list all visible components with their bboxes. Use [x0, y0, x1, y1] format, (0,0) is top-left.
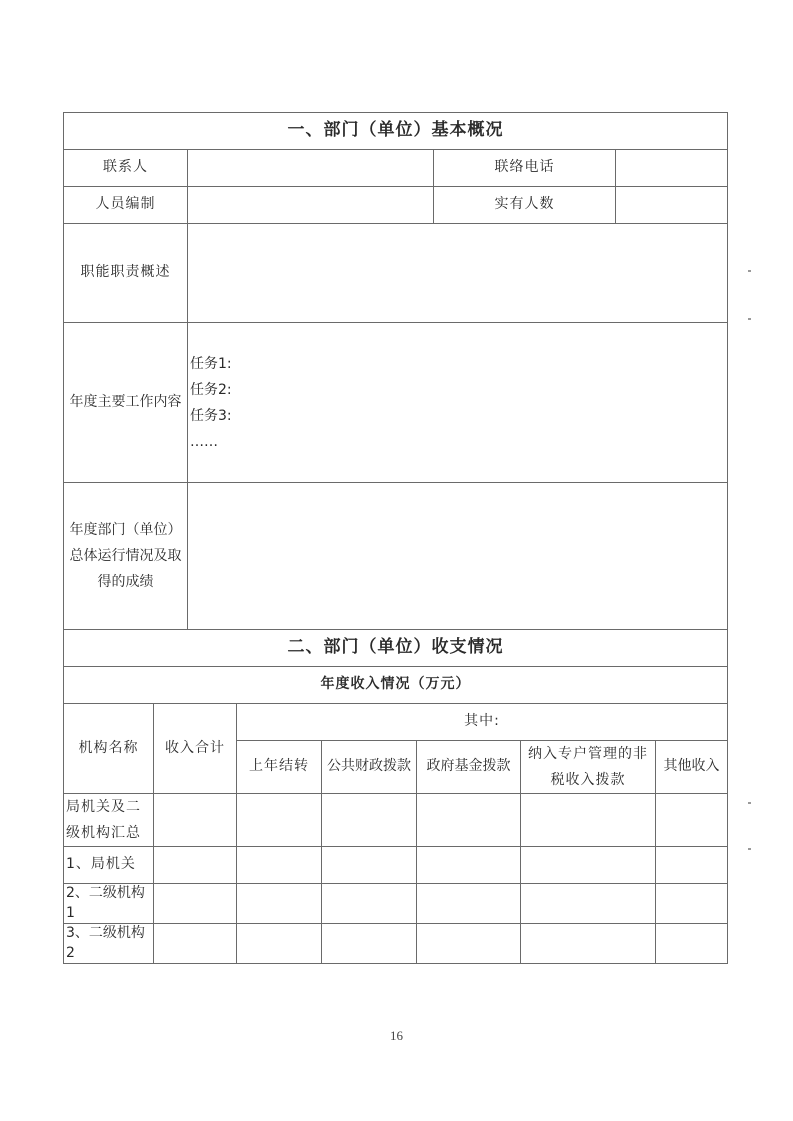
row-cell[interactable] — [521, 847, 656, 884]
overall-label-line: 总体运行情况及取 — [69, 548, 182, 564]
overall-performance-label — [64, 483, 188, 630]
task-line: 任务2: — [190, 381, 232, 398]
duties-label: 职能职责概述 — [64, 224, 188, 323]
overall-label-line: 得的成绩 — [97, 574, 154, 590]
section1-title: 一、部门（单位）基本概况 — [64, 113, 728, 150]
row-cell[interactable] — [322, 884, 417, 924]
contact-value-cell[interactable] — [188, 150, 434, 187]
basic-info-table — [63, 112, 728, 630]
row-cell[interactable] — [322, 794, 417, 847]
row-cell[interactable] — [417, 794, 521, 847]
income-table — [63, 629, 728, 964]
row-org-name: 3、二级机构 2 — [64, 924, 154, 964]
table-row — [64, 847, 728, 884]
overall-label-line: 年度部门（单位） — [69, 522, 182, 538]
overall-performance-value-cell[interactable] — [188, 483, 728, 630]
contact-label: 联系人 — [64, 150, 188, 187]
row-cell[interactable] — [521, 924, 656, 964]
row-cell[interactable] — [521, 794, 656, 847]
task-line: 任务1: — [190, 355, 232, 372]
row-cell[interactable] — [656, 924, 728, 964]
phone-value-cell[interactable] — [616, 150, 728, 187]
row-org-name — [64, 794, 154, 847]
col-non-tax — [521, 741, 656, 794]
col-of-which: 其中: — [237, 704, 728, 741]
income-subtitle: 年度收入情况（万元） — [64, 667, 728, 704]
actual-count-value-cell[interactable] — [616, 187, 728, 224]
table-row — [64, 924, 728, 964]
row-name-line: 局机关及二 — [66, 799, 141, 815]
col-total-income: 收入合计 — [154, 704, 237, 794]
annual-work-label: 年度主要工作内容 — [64, 323, 188, 483]
col-last-year-carryover: 上年结转 — [237, 741, 322, 794]
task-line: …… — [190, 433, 218, 450]
col-public-finance: 公共财政拨款 — [322, 741, 417, 794]
staffing-value-cell[interactable] — [188, 187, 434, 224]
staffing-label: 人员编制 — [64, 187, 188, 224]
page-number: 16 — [390, 1028, 403, 1043]
row-org-name: 1、局机关 — [64, 847, 154, 884]
row-org-name: 2、二级机构 1 — [64, 884, 154, 924]
col-other-income: 其他收入 — [656, 741, 728, 794]
actual-count-label: 实有人数 — [434, 187, 616, 224]
row-cell[interactable] — [322, 924, 417, 964]
row-cell[interactable] — [154, 924, 237, 964]
row-cell[interactable] — [417, 884, 521, 924]
row-cell[interactable] — [322, 847, 417, 884]
row-cell[interactable] — [417, 924, 521, 964]
row-cell[interactable] — [237, 847, 322, 884]
col-non-tax-line: 税收入拨款 — [550, 772, 626, 788]
scan-mark — [748, 318, 751, 320]
row-cell[interactable] — [237, 884, 322, 924]
row-cell[interactable] — [656, 794, 728, 847]
table-row — [64, 794, 728, 847]
scan-mark — [748, 848, 751, 850]
row-cell[interactable] — [521, 884, 656, 924]
row-cell[interactable] — [237, 924, 322, 964]
annual-work-value-cell[interactable] — [188, 323, 728, 483]
row-cell[interactable] — [154, 884, 237, 924]
scan-mark — [748, 270, 751, 272]
scan-mark — [748, 802, 751, 804]
row-name-line: 级机构汇总 — [66, 825, 141, 841]
row-cell[interactable] — [237, 794, 322, 847]
duties-value-cell[interactable] — [188, 224, 728, 323]
col-non-tax-line: 纳入专户管理的非 — [528, 746, 648, 762]
row-cell[interactable] — [417, 847, 521, 884]
task-line: 任务3: — [190, 407, 232, 424]
row-cell[interactable] — [154, 794, 237, 847]
row-cell[interactable] — [154, 847, 237, 884]
row-cell[interactable] — [656, 847, 728, 884]
section2-title: 二、部门（单位）收支情况 — [64, 630, 728, 667]
row-cell[interactable] — [656, 884, 728, 924]
table-row — [64, 884, 728, 924]
col-gov-fund: 政府基金拨款 — [417, 741, 521, 794]
department-info-form — [63, 112, 727, 964]
phone-label: 联络电话 — [434, 150, 616, 187]
col-org-name: 机构名称 — [64, 704, 154, 794]
